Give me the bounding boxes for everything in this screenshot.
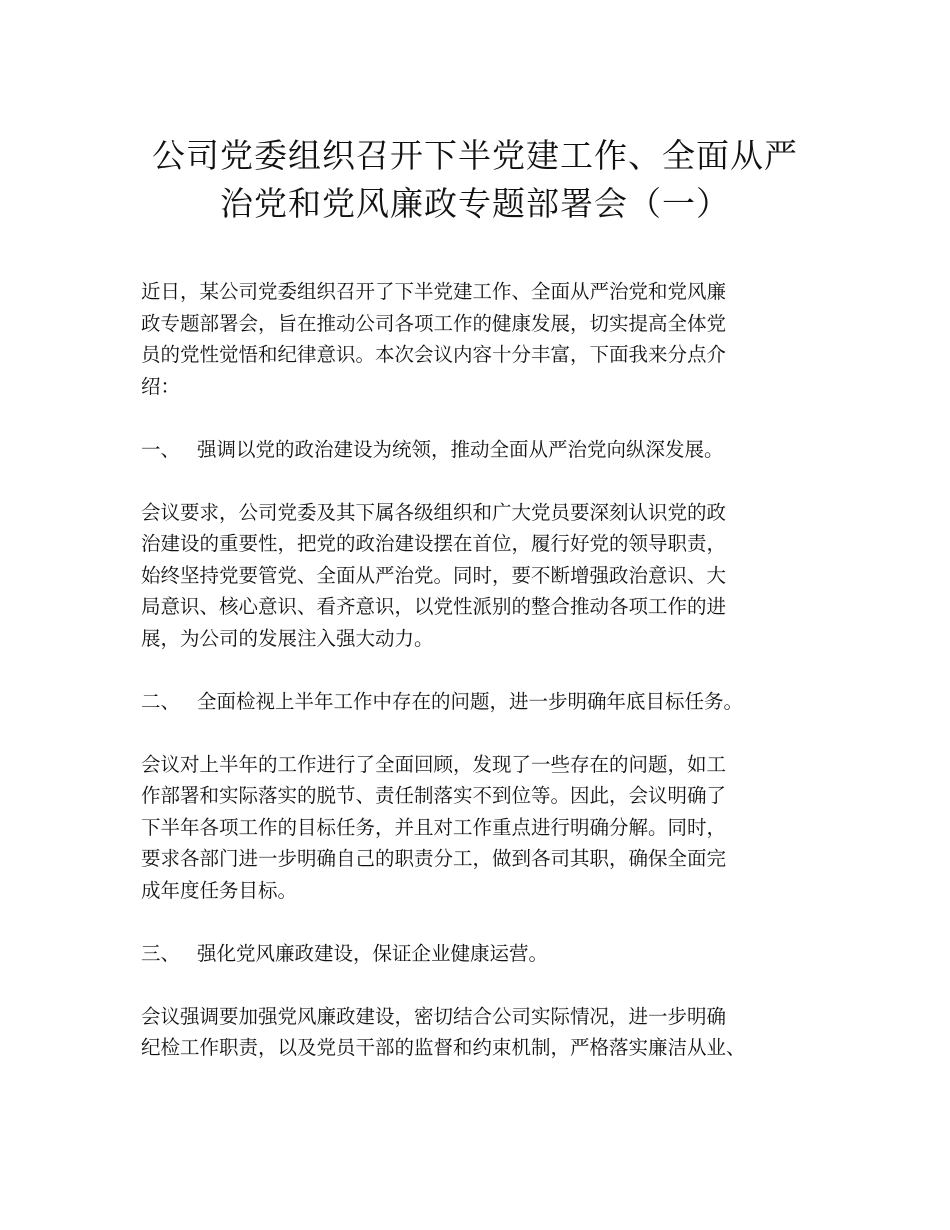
text-line: 会议要求，公司党委及其下属各级组织和广大党员要深刻认识党的政 [141, 500, 727, 524]
text-line: 政专题部署会，旨在推动公司各项工作的健康发展，切实提高全体党 [141, 311, 727, 335]
section-3-paragraph [141, 1001, 831, 1064]
text-line: 纪检工作职责，以及党员干部的监督和约束机制，严格落实廉洁从业、 [141, 1036, 746, 1059]
section-2-heading [141, 686, 831, 718]
document-title [100, 132, 850, 228]
section-1-paragraph [141, 497, 831, 655]
text-line: 近日，某公司党委组织召开了下半党建工作、全面从严治党和党风廉 [141, 280, 727, 303]
text-line: 员的党性觉悟和纪律意识。本次会议内容十分丰富，下面我来分点介 [141, 343, 727, 366]
text-line: 作部署和实际落实的脱节、责任制落实不到位等。因此，会议明确了 [141, 784, 727, 807]
section-heading-text: 全面检视上半年工作中存在的问题，进一步明确年底目标任务。 [197, 689, 744, 713]
section-3-heading [141, 938, 831, 970]
text-line: 要求各部门进一步明确自己的职责分工，做到各司其职，确保全面完 [141, 847, 727, 870]
section-heading-text: 强调以党的政治建设为统领，推动全面从严治党向纵深发展。 [197, 437, 724, 461]
document-body [141, 276, 831, 1095]
text-line: 下半年各项工作的目标任务，并且对工作重点进行明确分解。同时， [141, 815, 727, 839]
section-number: 三、 [141, 941, 181, 965]
text-line: 绍： [141, 374, 181, 398]
text-line: 治建设的重要性，把党的政治建设摆在首位，履行好党的领导职责， [141, 532, 727, 555]
text-line: 成年度任务目标。 [141, 878, 298, 902]
section-number: 二、 [141, 689, 181, 713]
text-line: 展，为公司的发展注入强大动力。 [141, 626, 434, 650]
section-1-heading [141, 434, 831, 466]
section-2-paragraph [141, 749, 831, 907]
section-heading-text: 强化党风廉政建设，保证企业健康运营。 [197, 941, 549, 965]
text-line: 会议对上半年的工作进行了全面回顾，发现了一些存在的问题，如工 [141, 752, 727, 776]
title-line-1: 公司党委组织召开下半党建工作、全面从严 [152, 136, 798, 175]
section-number: 一、 [141, 437, 181, 461]
intro-paragraph [141, 276, 831, 402]
text-line: 始终坚持党要管党、全面从严治党。同时，要不断增强政治意识、大 [141, 563, 727, 587]
text-line: 局意识、核心意识、看齐意识，以党性派别的整合推动各项工作的进 [141, 595, 727, 618]
text-line: 会议强调要加强党风廉政建设，密切结合公司实际情况，进一步明确 [141, 1004, 727, 1028]
title-line-2: 治党和党风廉政专题部署会（一） [220, 184, 730, 223]
